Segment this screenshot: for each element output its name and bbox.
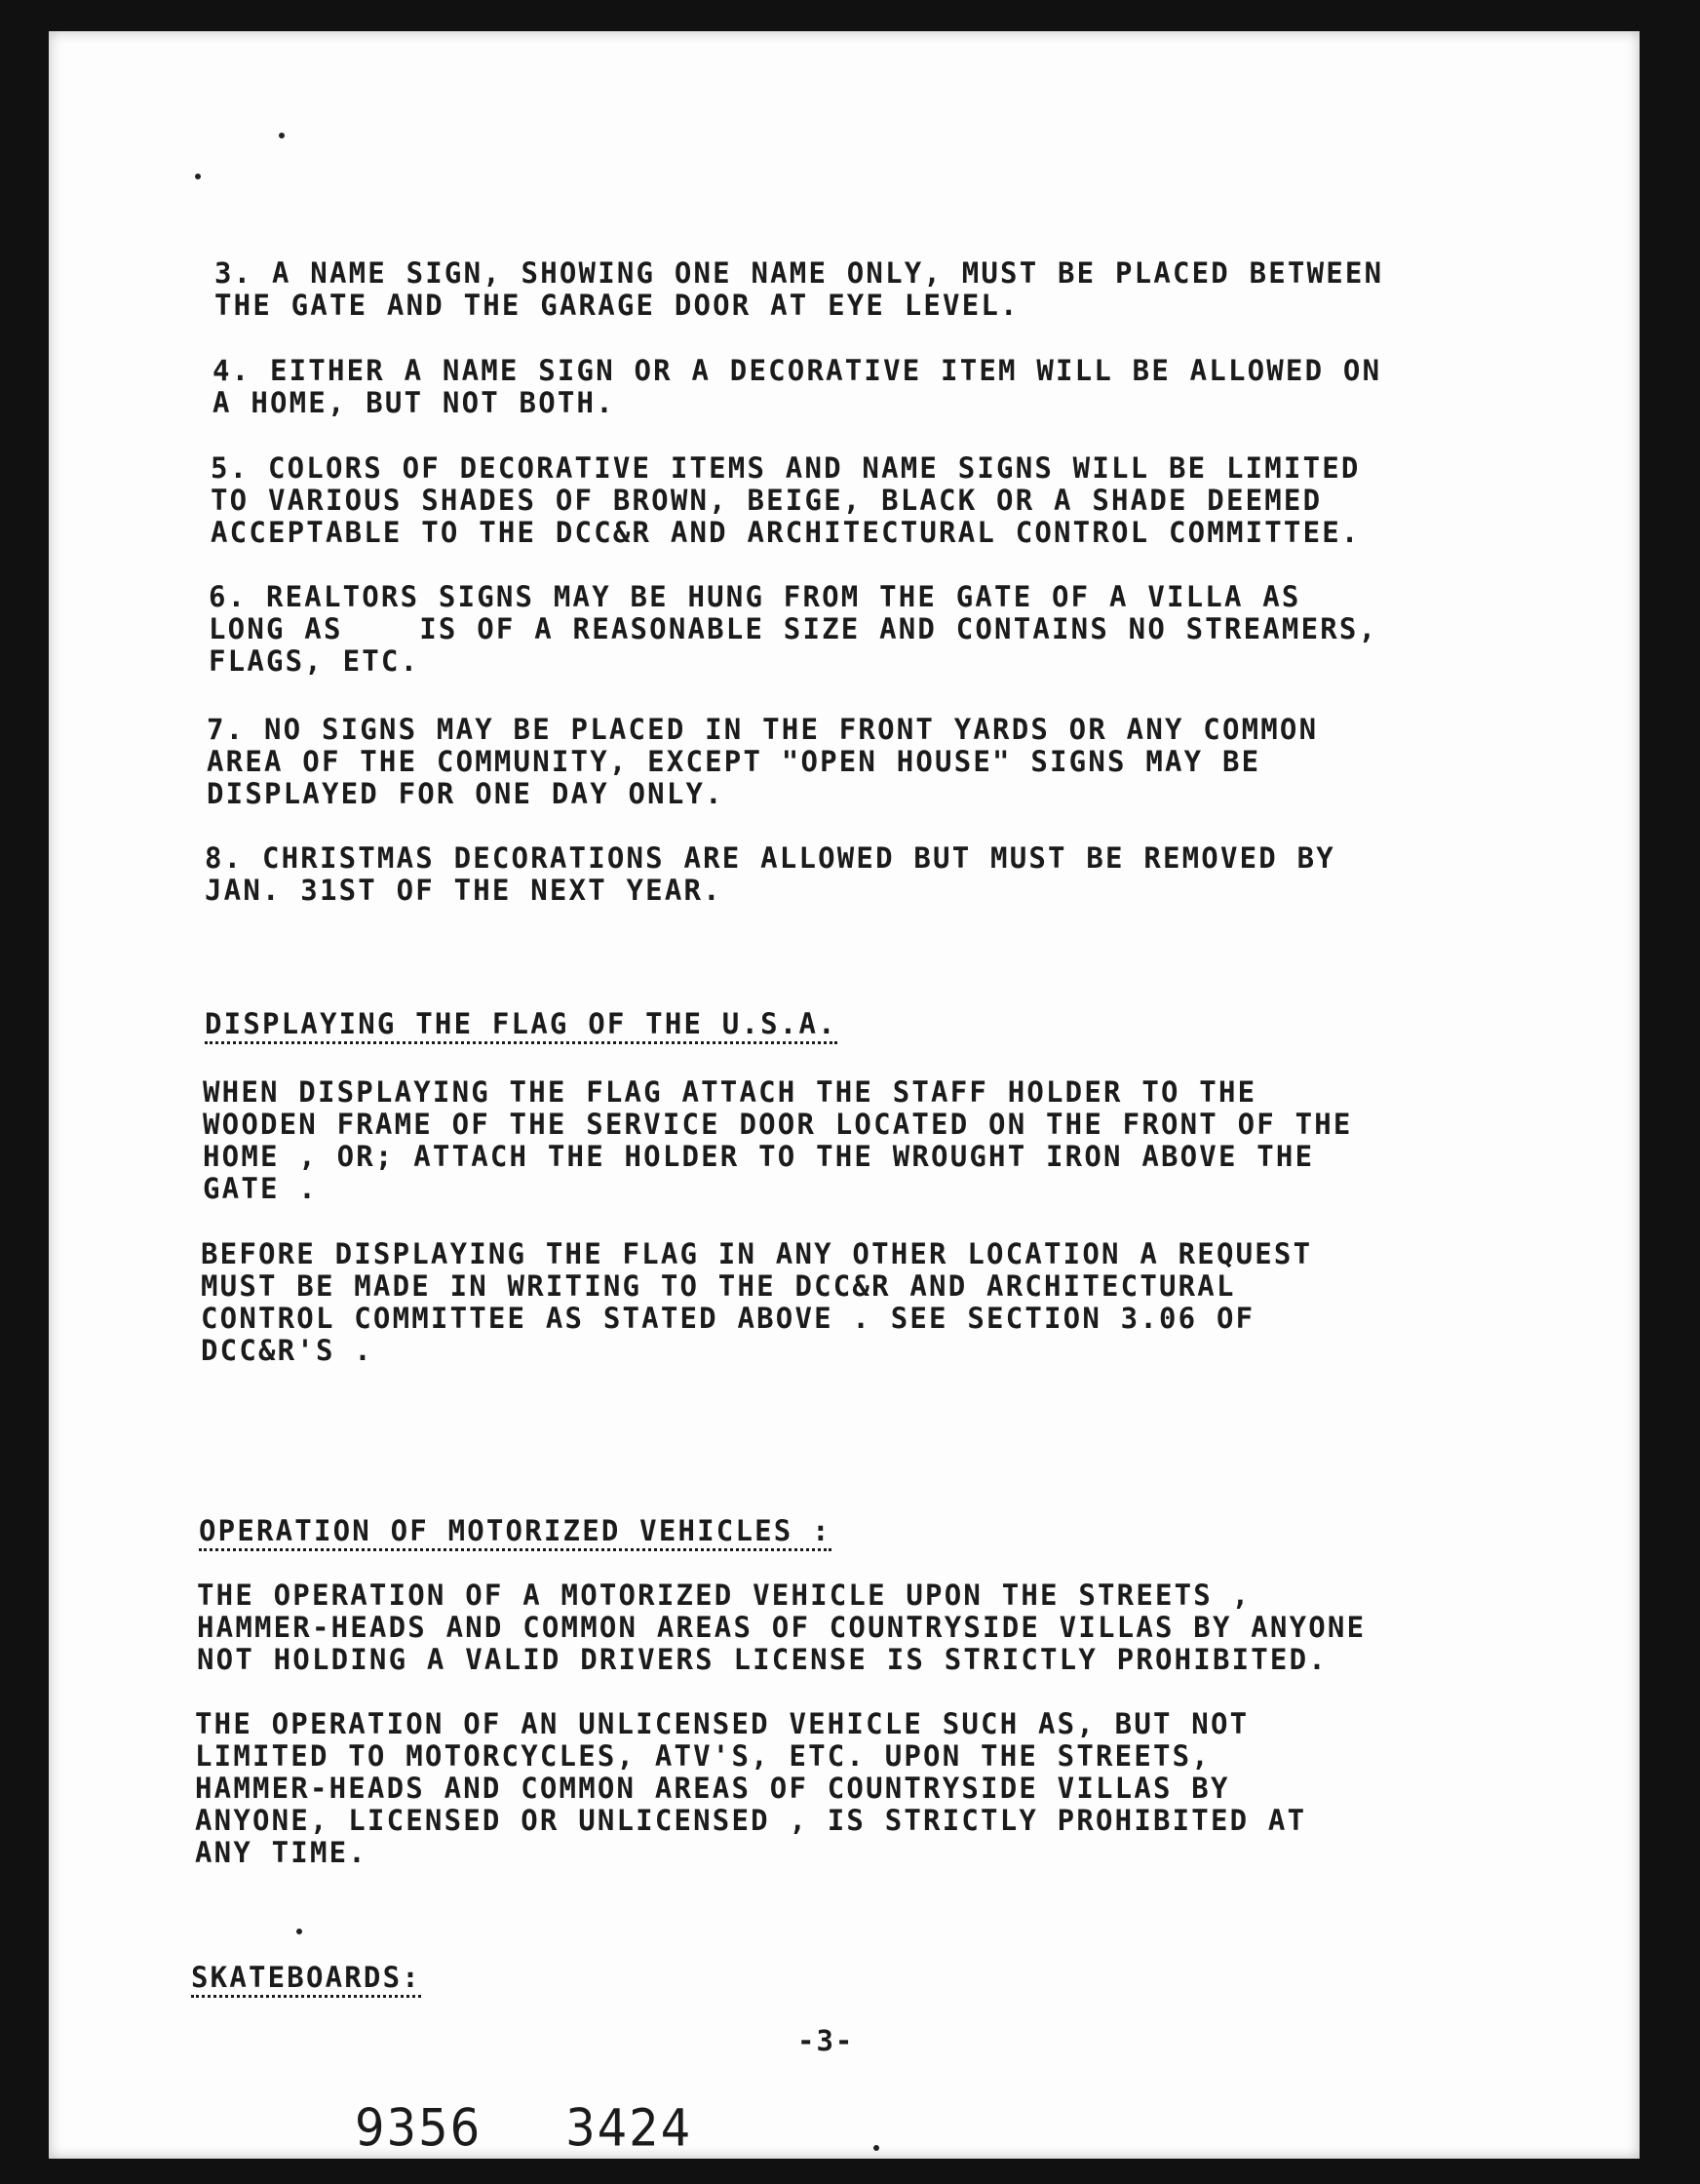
flag-paragraph-1 [203,1076,1567,1205]
text-line: A HOME, BUT NOT BOTH. [212,386,615,419]
text-line: HAMMER-HEADS AND COMMON AREAS OF COUNTRYSIDE VILLAS BY [195,1772,1230,1805]
text-line: 7. NO SIGNS MAY BE PLACED IN THE FRONT YARDS OR ANY COMMON [207,713,1319,746]
document-id-part-1: 9356 [355,2098,483,2159]
text-line: THE OPERATION OF A MOTORIZED VEHICLE UPON THE STREETS , [197,1579,1252,1612]
rule-item-5 [211,452,1575,549]
flag-paragraph-2 [201,1238,1565,1367]
scan-speck [296,1929,302,1934]
text-line: THE OPERATION OF AN UNLICENSED VEHICLE SUCH AS, BUT NOT [195,1707,1250,1740]
text-line: 6. REALTORS SIGNS MAY BE HUNG FROM THE GATE OF A VILLA AS [209,580,1301,613]
text-line: TO VARIOUS SHADES OF BROWN, BEIGE, BLACK OR A SHADE DEEMED [211,484,1323,517]
page [49,31,1640,2159]
text-line: WOODEN FRAME OF THE SERVICE DOOR LOCATED ON THE FRONT OF THE [203,1108,1353,1141]
text-line: THE GATE AND THE GARAGE DOOR AT EYE LEVEL. [214,289,1020,322]
vehicles-paragraph-1 [197,1580,1562,1676]
page-number: -3- [797,2024,855,2057]
text-line: JAN. 31ST OF THE NEXT YEAR. [205,874,722,907]
text-line: 3. A NAME SIGN, SHOWING ONE NAME ONLY, MUST BE PLACED BETWEEN [214,256,1384,290]
scan-speck [195,174,201,179]
text-line: AREA OF THE COMMUNITY, EXCEPT "OPEN HOUSE" SIGNS MAY BE [207,745,1261,778]
text-line: FLAGS, ETC. [209,644,420,678]
vehicles-paragraph-2 [195,1708,1560,1869]
document-id [355,2098,776,2159]
text-line: CONTROL COMMITTEE AS STATED ABOVE . SEE SECTION 3.06 OF [201,1302,1256,1335]
text-line: ANYONE, LICENSED OR UNLICENSED , IS STRICTLY PROHIBITED AT [195,1804,1307,1837]
section-heading-flag: DISPLAYING THE FLAG OF THE U.S.A. [205,1008,837,1044]
text-line: MUST BE MADE IN WRITING TO THE DCC&R AND ARCHITECTURAL [201,1269,1236,1303]
text-line: 5. COLORS OF DECORATIVE ITEMS AND NAME SIGNS WILL BE LIMITED [211,451,1361,485]
rule-item-6 [209,581,1573,678]
text-line: WHEN DISPLAYING THE FLAG ATTACH THE STAFF HOLDER TO THE [203,1075,1257,1109]
section-heading-skateboards: SKATEBOARDS: [191,1962,421,1998]
text-line: HAMMER-HEADS AND COMMON AREAS OF COUNTRYSIDE VILLAS BY ANYONE [197,1611,1367,1644]
rule-item-8 [205,842,1569,907]
text-line: HOME , OR; ATTACH THE HOLDER TO THE WROUGHT IRON ABOVE THE [203,1140,1315,1173]
text-line: DCC&R'S . [201,1334,373,1367]
rule-item-7 [207,714,1571,810]
text-line: 4. EITHER A NAME SIGN OR A DECORATIVE ITEM WILL BE ALLOWED ON [212,354,1382,387]
text-line: LONG AS IS OF A REASONABLE SIZE AND CONTAINS NO STREAMERS, [209,612,1378,645]
text-line: LIMITED TO MOTORCYCLES, ATV'S, ETC. UPON THE STREETS, [195,1739,1211,1773]
rule-item-3 [214,257,1579,322]
text-line: ACCEPTABLE TO THE DCC&R AND ARCHITECTURAL CONTROL COMMITTEE. [211,516,1361,549]
scan-speck [873,2145,879,2151]
text-line: NOT HOLDING A VALID DRIVERS LICENSE IS STRICTLY PROHIBITED. [197,1643,1328,1676]
document-id-part-2: 3424 [565,2098,693,2159]
text-line: 8. CHRISTMAS DECORATIONS ARE ALLOWED BUT MUST BE REMOVED BY [205,841,1335,875]
section-heading-vehicles: OPERATION OF MOTORIZED VEHICLES : [199,1515,831,1551]
text-line: DISPLAYED FOR ONE DAY ONLY. [207,777,724,810]
text-line: GATE . [203,1172,318,1205]
text-line: BEFORE DISPLAYING THE FLAG IN ANY OTHER LOCATION A REQUEST [201,1237,1313,1270]
text-line: ANY TIME. [195,1836,367,1869]
rule-item-4 [212,355,1577,419]
scan-speck [279,133,285,138]
